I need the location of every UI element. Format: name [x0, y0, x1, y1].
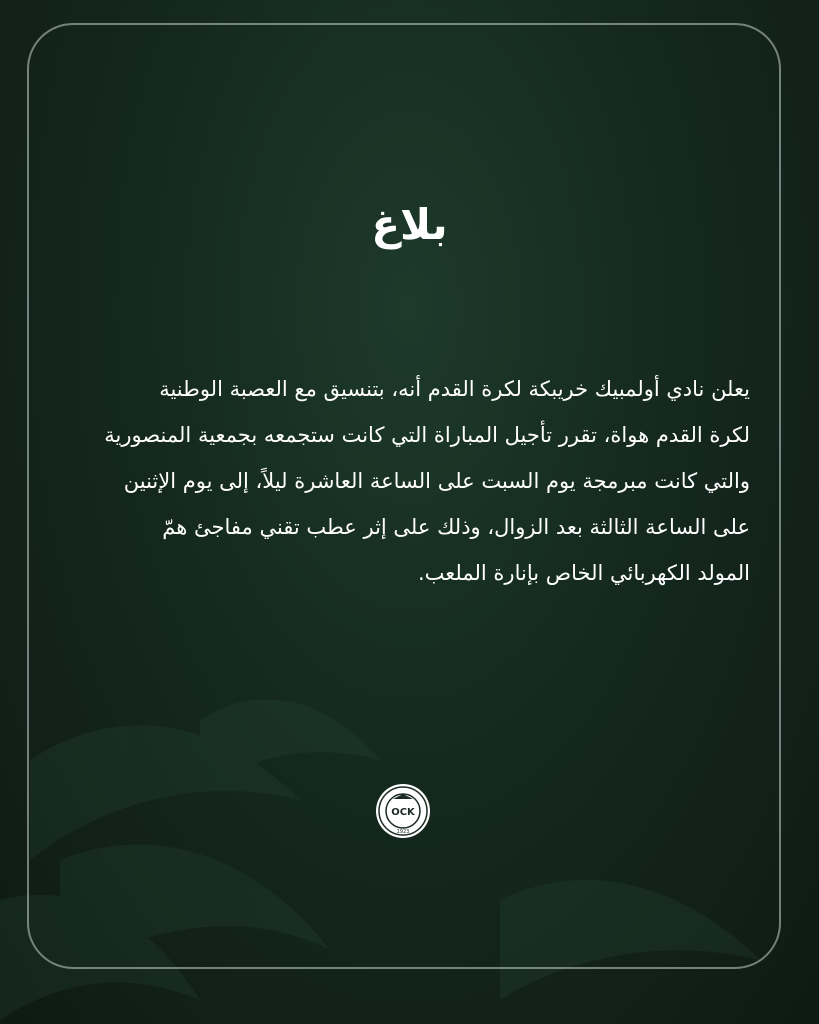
announcement-line: لكرة القدم هواة، تقرر تأجيل المباراة التي كانت ستجمعه بجمعية المنصورية	[104, 423, 750, 447]
announcement-line: يعلن نادي أولمبيك خريبكة لكرة القدم أنه، بتنسيق مع العصبة الوطنية	[159, 377, 750, 401]
announcement-title: بلاغ	[371, 200, 448, 249]
announcement-line: المولد الكهربائي الخاص بإنارة الملعب.	[418, 561, 750, 585]
club-logo-icon	[375, 783, 431, 839]
logo-initials: OCK	[391, 807, 415, 818]
logo-year: 1923	[396, 829, 410, 835]
announcement-line: على الساعة الثالثة بعد الزوال، وذلك على إثر عطب تقني مفاجئ همّ	[162, 515, 750, 539]
announcement-body	[78, 366, 750, 596]
announcement-line: والتي كانت مبرمجة يوم السبت على الساعة العاشرة ليلاً، إلى يوم الإثنين	[123, 469, 750, 493]
